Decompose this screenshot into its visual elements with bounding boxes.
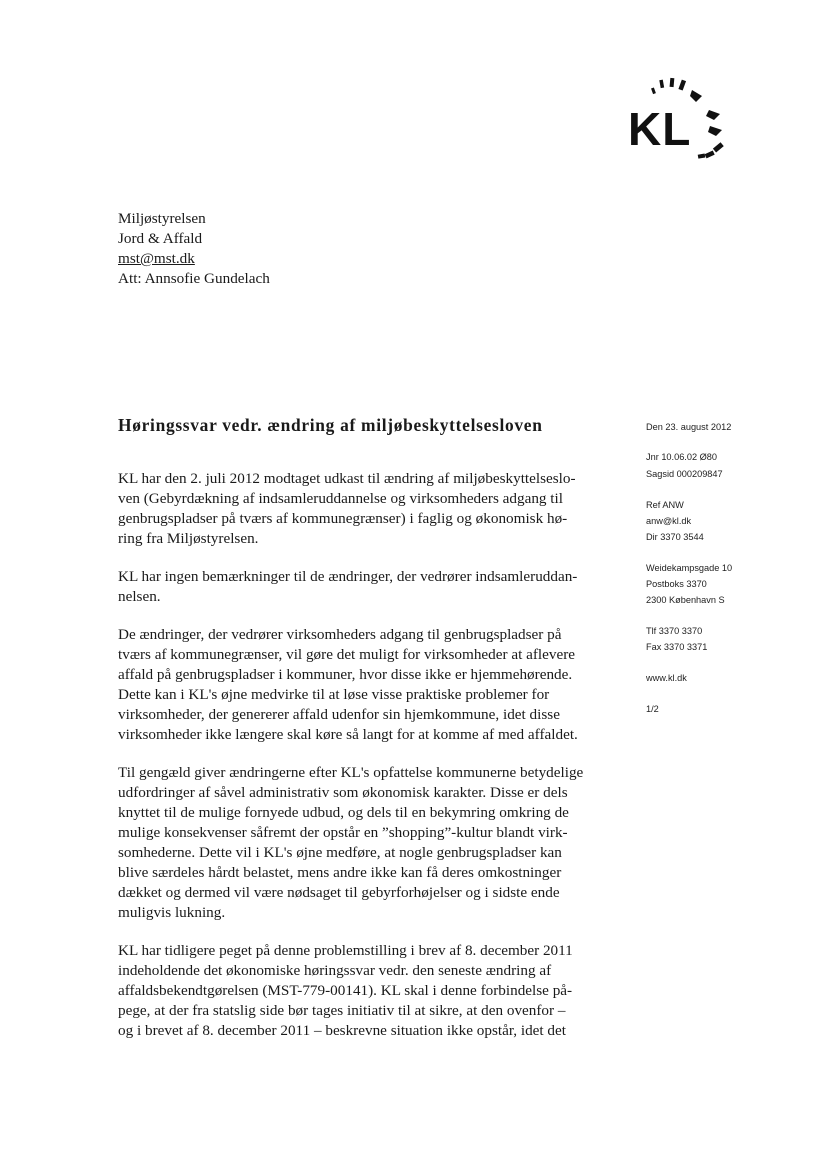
body-paragraph bbox=[118, 625, 608, 745]
body-line: KL har ingen bemærkninger til de ændringer, der vedrører indsamleruddan- bbox=[118, 568, 578, 585]
body-line: knyttet til de mulige fornyede udbud, og dels til en bekymring omkring de bbox=[118, 804, 569, 821]
recipient-email-link[interactable]: mst@mst.dk bbox=[118, 250, 195, 267]
meta-city: 2300 København S bbox=[646, 595, 725, 605]
meta-jnr: Jnr 10.06.02 Ø80 bbox=[646, 452, 717, 462]
body-line: virksomheder ikke længere skal køre så langt for at komme af med affaldet. bbox=[118, 726, 578, 743]
body-line: affaldsbekendtgørelsen (MST-779-00141). KL skal i denne forbindelse på- bbox=[118, 982, 573, 999]
meta-postbox: Postboks 3370 bbox=[646, 579, 707, 589]
body-line: ring fra Miljøstyrelsen. bbox=[118, 530, 259, 547]
meta-website-link[interactable]: www.kl.dk bbox=[646, 673, 687, 683]
logo-text: KL bbox=[628, 103, 692, 155]
kl-logo bbox=[616, 70, 736, 170]
body-paragraph bbox=[118, 469, 608, 549]
body-line: indeholdende det økonomiske høringssvar vedr. den seneste ændring af bbox=[118, 962, 552, 979]
body-line: virksomheder, der genererer affald udenfor sin hjemkommune, idet disse bbox=[118, 706, 560, 723]
body-paragraph bbox=[118, 567, 608, 607]
body-line: KL har den 2. juli 2012 modtaget udkast til ændring af miljøbeskyttelseslo- bbox=[118, 470, 576, 487]
body-line: muligvis lukning. bbox=[118, 904, 226, 921]
letter-subject: Høringssvar vedr. ændring af miljøbeskyttelsesloven bbox=[118, 415, 543, 435]
meta-date: Den 23. august 2012 bbox=[646, 422, 732, 432]
body-line: udfordringer af såvel administrativ som økonomisk karakter. Disse er dels bbox=[118, 784, 568, 801]
body-line: genbrugspladser på tværs af kommunegrænser) i faglig og økonomisk hø- bbox=[118, 510, 568, 527]
meta-ref-email[interactable]: anw@kl.dk bbox=[646, 516, 692, 526]
body-line: mulige konsekvenser såfremt der opstår en ”shopping”-kultur blandt virk- bbox=[118, 824, 568, 841]
body-line: KL har tidligere peget på denne problemstilling i brev af 8. december 2011 bbox=[118, 942, 573, 959]
body-line: blive særdeles hårdt belastet, mens andre ikke kan få deres omkostninger bbox=[118, 864, 562, 881]
body-paragraph bbox=[118, 763, 608, 923]
meta-sagsid: Sagsid 000209847 bbox=[646, 469, 723, 479]
recipient-address bbox=[118, 209, 270, 289]
meta-page-number: 1/2 bbox=[646, 704, 659, 714]
body-line: somhederne. Dette vil i KL's øjne medføre, at nogle genbrugspladser kan bbox=[118, 844, 562, 861]
body-line: nelsen. bbox=[118, 588, 161, 605]
recipient-name: Miljøstyrelsen bbox=[118, 210, 206, 227]
body-line: pege, at der fra statslig side bør tages initiativ til at sikre, at den ovenfor – bbox=[118, 1002, 566, 1019]
body-line: dækket og dermed vil være nødsaget til gebyrforhøjelser og i sidste ende bbox=[118, 884, 560, 901]
body-line: Til gengæld giver ændringerne efter KL's opfattelse kommunerne betydelige bbox=[118, 764, 584, 781]
recipient-attention: Att: Annsofie Gundelach bbox=[118, 270, 270, 287]
recipient-department: Jord & Affald bbox=[118, 230, 203, 247]
body-line: og i brevet af 8. december 2011 – beskrevne situation ikke opstår, idet det bbox=[118, 1022, 566, 1039]
body-line: affald på genbrugspladser i kommuner, hvor disse ikke er hjemmehørende. bbox=[118, 666, 573, 683]
meta-ref: Ref ANW bbox=[646, 500, 684, 510]
body-line: ven (Gebyrdækning af indsamleruddannelse og virksomheders adgang til bbox=[118, 490, 563, 507]
meta-fax: Fax 3370 3371 bbox=[646, 642, 708, 652]
body-line: Dette kan i KL's øjne medvirke til at løse visse praktiske problemer for bbox=[118, 686, 550, 703]
body-line: De ændringer, der vedrører virksomheders adgang til genbrugspladser på bbox=[118, 626, 562, 643]
body-line: tværs af kommunegrænser, vil gøre det muligt for virksomheder at aflevere bbox=[118, 646, 575, 663]
meta-phone: Tlf 3370 3370 bbox=[646, 626, 703, 636]
body-paragraph bbox=[118, 941, 608, 1041]
meta-street: Weidekampsgade 10 bbox=[646, 563, 733, 573]
letter-body bbox=[118, 469, 608, 1059]
meta-direct-phone: Dir 3370 3544 bbox=[646, 532, 704, 542]
